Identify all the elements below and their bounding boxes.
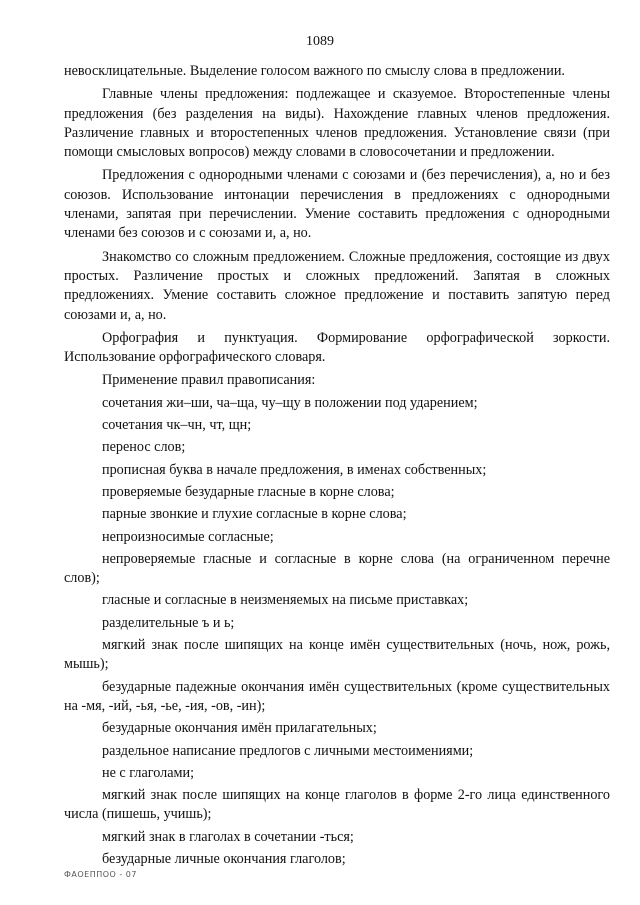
rule-list-item: безударные окончания имён прилагательных; <box>102 720 377 737</box>
rule-list-item: парные звонкие и глухие согласные в корне слова; <box>102 506 407 523</box>
rule-list-item: гласные и согласные в неизменяемых на письме приставках; <box>102 592 469 609</box>
paragraph: Орфография и пунктуация. Формирование орфографической зоркости. Использование орфографического словаря. <box>64 329 610 366</box>
rule-list-item: безударные личные окончания глаголов; <box>102 850 346 867</box>
paragraph: Знакомство со сложным предложением. Сложные предложения, состоящие из двух простых. Различение простых и сложных предложений. Запятая в сложных предложениях. Умение составить сложное предложение и поставить запятую перед союзами и, а, но. <box>64 248 610 323</box>
footer-code: ФАОЕППОО - 07 <box>64 870 137 879</box>
rule-list-item: безударные падежные окончания имён существительных (кроме существительных на -мя, -ий, -ья, -ье, -ия, -ов, -ин); <box>64 678 610 714</box>
rule-list-item: проверяемые безударные гласные в корне слова; <box>102 483 395 500</box>
rule-list-item: мягкий знак после шипящих на конце глаголов в форме 2-го лица единственного числа (пишешь, учишь); <box>64 787 610 823</box>
paragraph: Применение правил правописания: <box>102 372 316 389</box>
paragraph: Предложения с однородными членами с союзами и (без перечисления), а, но и без союзов. Использование интонации перечисления в предложениях с однородными членами, запятая при перечислении. Умение составить предложения с однородными членами без союзов и с союзами и, а, но. <box>64 167 610 242</box>
paragraph: Главные члены предложения: подлежащее и сказуемое. Второстепенные члены предложения (без разделения на виды). Нахождение главных членов предложения. Различение главных и второстепенных членов предложения. Установление связи (при помощи смысловых вопросов) между словами в словосочетании и предложении. <box>64 86 610 161</box>
rule-list-item: сочетания жи–ши, ча–ща, чу–щу в положении под ударением; <box>102 394 478 411</box>
rule-list-item: мягкий знак после шипящих на конце имён существительных (ночь, нож, рожь, мышь); <box>64 637 610 673</box>
paragraph: невосклицательные. Выделение голосом важного по смыслу слова в предложении. <box>64 63 565 79</box>
document-body <box>64 62 610 869</box>
rule-list-item: сочетания чк–чн, чт, щн; <box>102 417 252 434</box>
rule-list-item: прописная буква в начале предложения, в именах собственных; <box>102 461 487 478</box>
rule-list-item: разделительные ъ и ь; <box>102 614 235 631</box>
rule-list-item: непроизносимые согласные; <box>102 528 274 545</box>
rule-list-item: раздельное написание предлогов с личными местоимениями; <box>102 742 474 759</box>
page-number: 1089 <box>306 34 334 49</box>
rule-list-item: перенос слов; <box>102 439 186 456</box>
rule-list-item: мягкий знак в глаголах в сочетании -ться; <box>102 828 354 845</box>
rule-list-item: не с глаголами; <box>102 764 195 781</box>
rule-list-item: непроверяемые гласные и согласные в корне слова (на ограниченном перечне слов); <box>64 550 610 587</box>
